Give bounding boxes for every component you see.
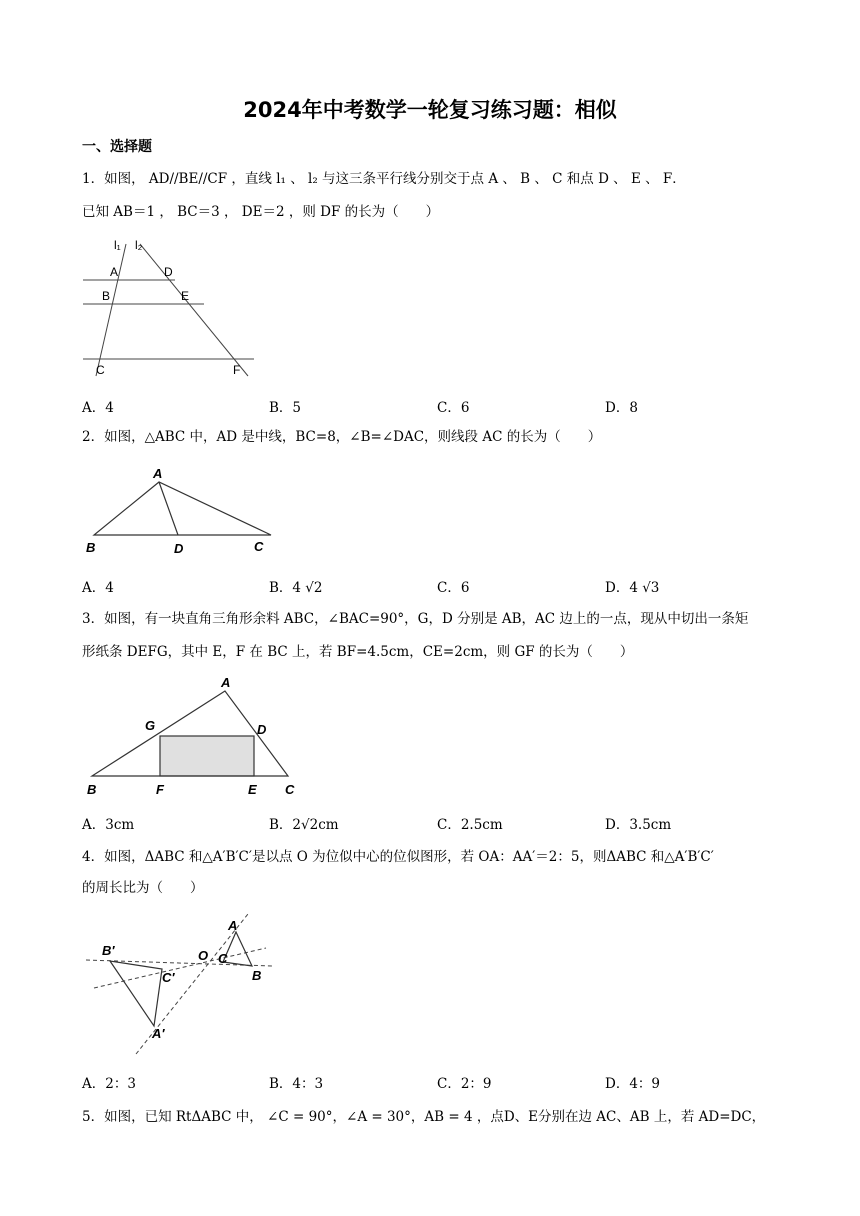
label-l2: l₂ bbox=[135, 238, 143, 252]
label-b: B bbox=[252, 968, 262, 983]
question-2-option-c: C．6 bbox=[437, 580, 470, 596]
question-3-option-a: A．3cm bbox=[82, 817, 135, 833]
label-d: D bbox=[257, 722, 267, 737]
label-g: G bbox=[145, 718, 156, 733]
label-b: B bbox=[102, 289, 111, 303]
line-l2 bbox=[140, 244, 248, 376]
question-3-option-b: B．2√2cm bbox=[269, 817, 339, 833]
label-c: C bbox=[96, 363, 105, 377]
question-1-figure bbox=[80, 236, 260, 378]
question-4-figure bbox=[80, 910, 280, 1060]
question-4-line-2: 的周长比为（ ） bbox=[82, 880, 204, 896]
label-a: A bbox=[153, 466, 163, 481]
label-c: C bbox=[218, 951, 228, 966]
label-d: D bbox=[164, 265, 173, 279]
triangle-abc bbox=[94, 482, 271, 535]
label-f: F bbox=[233, 363, 241, 377]
question-2-line-1: 2．如图，△ABC 中，AD 是中线，BC=8，∠B=∠DAC，则线段 AC 的长为（ ） bbox=[82, 429, 602, 445]
question-3-line-2: 形纸条 DEFG，其中 E，F 在 BC 上，若 BF=4.5cm，CE=2cm，则 GF 的长为（ ） bbox=[82, 644, 634, 660]
label-a: A bbox=[228, 918, 238, 933]
dashed-line-cc bbox=[94, 948, 266, 988]
label-f: F bbox=[156, 782, 164, 797]
question-3-figure bbox=[80, 674, 310, 806]
rectangle-defg bbox=[160, 736, 254, 776]
question-1-option-a: A．4 bbox=[82, 400, 114, 416]
question-3-line-1: 3．如图，有一块直角三角形余料 ABC，∠BAC=90°，G，D 分别是 AB，AC 边上的一点，现从中切出一条矩 bbox=[82, 611, 749, 627]
question-2-option-a: A．4 bbox=[82, 580, 114, 596]
label-e: E bbox=[181, 289, 190, 303]
question-2-figure bbox=[80, 464, 280, 559]
label-l1: l₁ bbox=[114, 238, 121, 252]
triangle-abc-prime bbox=[110, 961, 162, 1026]
question-4-option-d: D．4：9 bbox=[605, 1076, 661, 1092]
section-heading: 一、选择题 bbox=[82, 139, 152, 155]
label-c: C bbox=[254, 539, 264, 554]
question-3-option-c: C．2.5cm bbox=[437, 817, 503, 833]
page-title: 2024年中考数学一轮复习练习题：相似 bbox=[243, 98, 617, 122]
question-1-line-1: 1．如图， AD//BE//CF ，直线 l₁ 、 l₂ 与这三条平行线分别交于点 A 、 B 、 C 和点 D 、 E 、 F． bbox=[82, 171, 686, 187]
label-a: A bbox=[221, 675, 231, 690]
question-3-option-d: D．3.5cm bbox=[605, 817, 672, 833]
question-4-line-1: 4．如图，ΔABC 和△A′B′C′是以点 O 为位似中心的位似图形，若 OA：AA′＝2：5，则ΔABC 和△A′B′C′ bbox=[82, 849, 714, 865]
question-4-option-b: B．4：3 bbox=[269, 1076, 324, 1092]
label-c: C bbox=[285, 782, 295, 797]
question-4-option-c: C．2：9 bbox=[437, 1076, 492, 1092]
question-1-line-2: 已知 AB＝1 ， BC＝3 ， DE＝2 ，则 DF 的长为（ ） bbox=[82, 204, 440, 220]
label-a-prime: A′ bbox=[152, 1026, 165, 1041]
label-b: B bbox=[87, 782, 97, 797]
question-1-option-d: D．8 bbox=[605, 400, 638, 416]
question-1-option-b: B．5 bbox=[269, 400, 302, 416]
question-1-option-c: C．6 bbox=[437, 400, 470, 416]
label-e: E bbox=[248, 782, 257, 797]
label-b-prime: B′ bbox=[102, 943, 115, 958]
label-o: O bbox=[198, 948, 209, 963]
label-b: B bbox=[86, 540, 96, 555]
line-l1 bbox=[96, 244, 126, 376]
question-2-option-d: D．4 √3 bbox=[605, 580, 660, 596]
question-5-line-1: 5．如图，已知 RtΔABC 中， ∠C = 90°，∠A = 30°，AB = 4 ，点D、E分别在边 AC、AB 上，若 AD=DC， bbox=[82, 1109, 766, 1125]
question-2-option-b: B．4 √2 bbox=[269, 580, 323, 596]
label-c-prime: C′ bbox=[162, 970, 175, 985]
label-d: D bbox=[174, 541, 184, 556]
label-a: A bbox=[110, 265, 119, 279]
question-4-option-a: A．2：3 bbox=[82, 1076, 136, 1092]
